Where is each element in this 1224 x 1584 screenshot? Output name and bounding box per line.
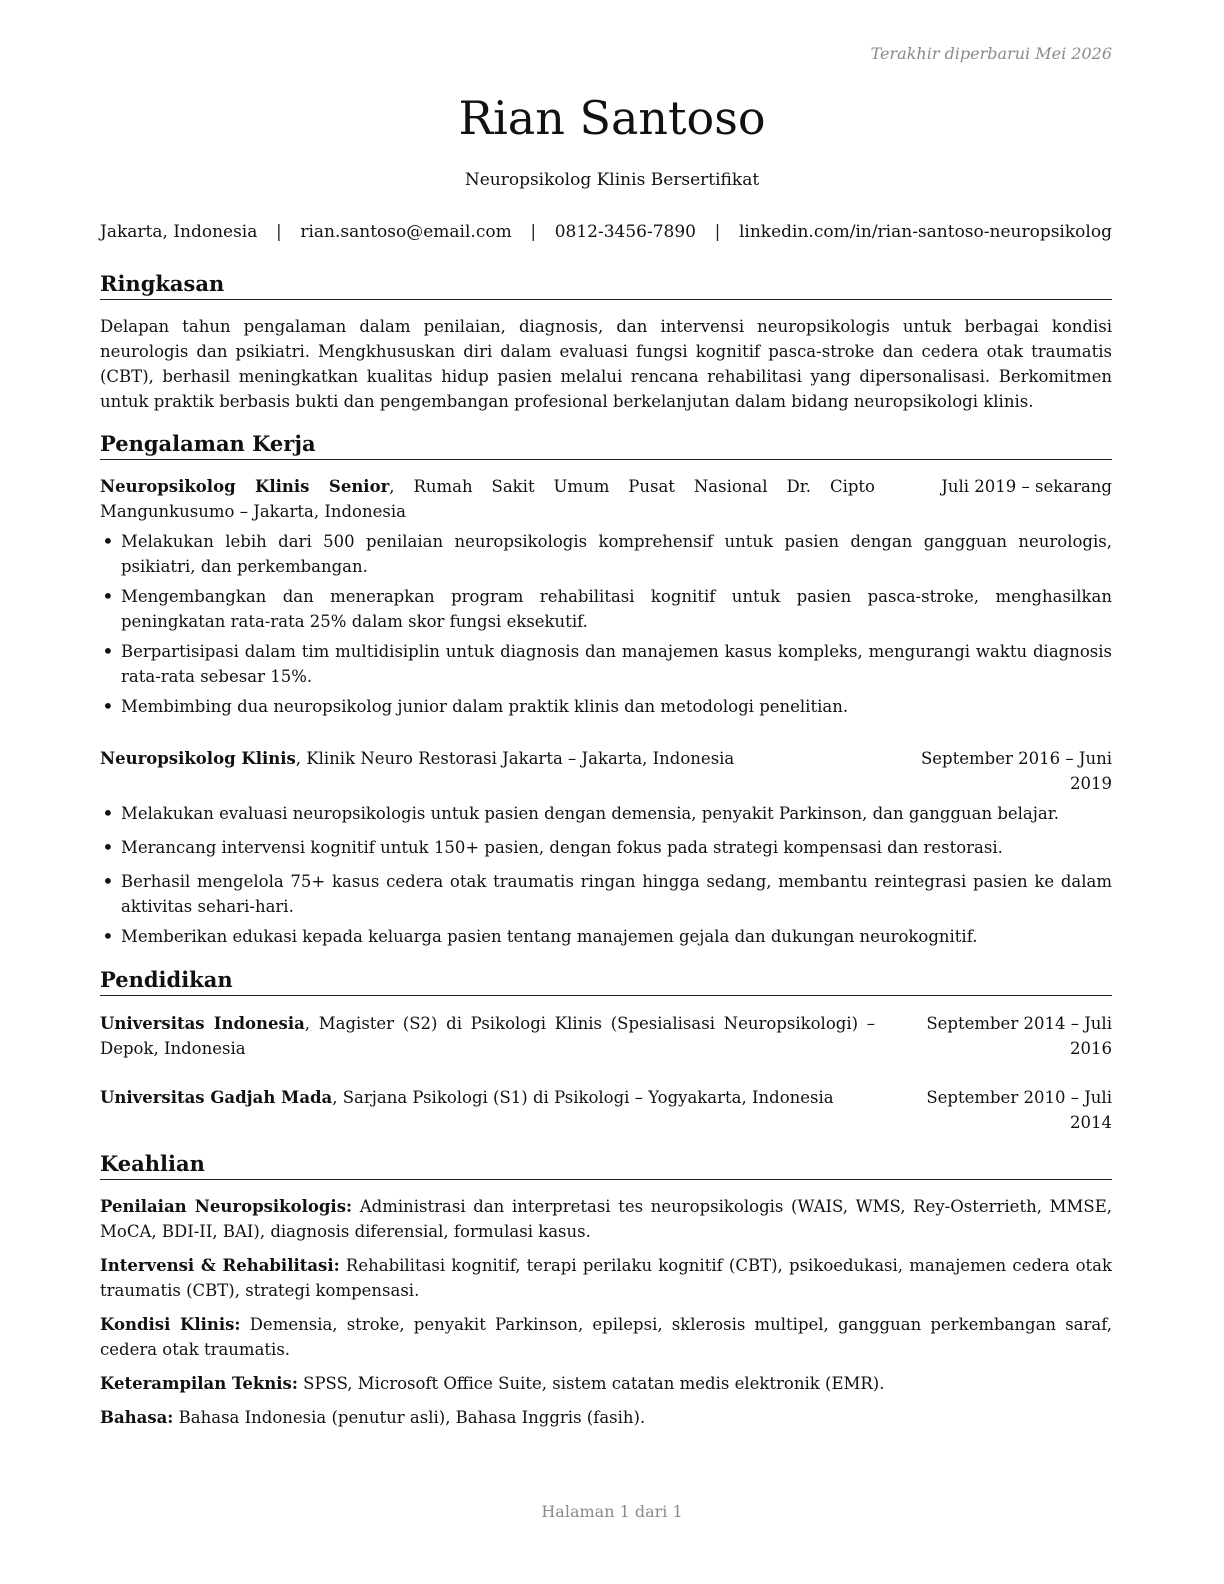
contact-line xyxy=(100,220,1112,244)
experience-header xyxy=(100,474,1112,524)
experience-header xyxy=(100,746,1112,796)
page-footer: Halaman 1 dari 1 xyxy=(541,1502,683,1521)
education-title xyxy=(100,1011,875,1061)
skill-item xyxy=(100,1194,1112,1244)
experience-org: , Klinik Neuro Restorasi Jakarta – Jakarta, Indonesia xyxy=(295,749,735,768)
experience-role: Neuropsikolog Klinis xyxy=(100,749,296,768)
section-title-skills: Keahlian xyxy=(100,1150,1112,1180)
experience-role: Neuropsikolog Klinis Senior xyxy=(100,477,390,496)
list-item: • Berpartisipasi dalam tim multidisiplin untuk diagnosis dan manajemen kasus kompleks, mengurangi waktu diagnosis rata-rata sebesar 15%. xyxy=(100,639,1112,689)
skill-text: SPSS, Microsoft Office Suite, sistem catatan medis elektronik (EMR). xyxy=(297,1374,885,1393)
education-dates: September 2010 – Juli 2014 xyxy=(926,1088,1112,1132)
list-item: • Merancang intervensi kognitif untuk 150+ pasien, dengan fokus pada strategi kompensasi dan restorasi. xyxy=(100,835,1112,860)
resume-subtitle: Neuropsikolog Klinis Bersertifikat xyxy=(464,170,760,190)
section-title-summary: Ringkasan xyxy=(100,270,1112,300)
education-dates: September 2014 – Juli 2016 xyxy=(926,1014,1112,1058)
skill-item xyxy=(100,1253,1112,1303)
experience-title xyxy=(100,474,875,524)
resume-name: Rian Santoso xyxy=(458,91,766,145)
education-title xyxy=(100,1085,860,1110)
education-school: Universitas Gadjah Mada xyxy=(100,1088,333,1107)
experience-bullets xyxy=(100,801,1112,949)
education-school: Universitas Indonesia xyxy=(100,1014,305,1033)
skill-text: Bahasa Indonesia (penutur asli), Bahasa Inggris (fasih). xyxy=(173,1408,646,1427)
experience-title xyxy=(100,746,860,771)
list-item: • Mengembangkan dan menerapkan program rehabilitasi kognitif untuk pasien pasca-stroke, menghasilkan peningkatan rata-rata 25% dalam skor fungsi eksekutif. xyxy=(100,584,1112,634)
experience-dates: Juli 2019 – sekarang xyxy=(941,477,1112,496)
experience-bullets xyxy=(100,529,1112,719)
skill-item xyxy=(100,1312,1112,1362)
skill-text: Rehabilitasi kognitif, terapi perilaku kognitif (CBT), psikoedukasi, manajemen cedera otak traumatis (CBT), strategi kompensasi. xyxy=(100,1256,1112,1300)
contact-linkedin[interactable]: linkedin.com/in/rian-santoso-neuropsikolog xyxy=(738,222,1112,242)
summary-text: Delapan tahun pengalaman dalam penilaian, diagnosis, dan intervensi neuropsikologis untuk berbagai kondisi neurologis dan psikiatri. Mengkhususkan diri dalam evaluasi fungsi kognitif pasca-stroke dan cedera otak traumatis (CBT), berhasil meningkatkan kualitas hidup pasien melalui rencana rehabilitasi yang dipersonalisasi. Berkomitmen untuk praktik berbasis bukti dan pengembangan profesional berkelanjutan dalam bidang neuropsikologi klinis. xyxy=(100,317,1112,411)
education-entry xyxy=(100,1011,1112,1061)
experience-org: , Rumah Sakit Umum Pusat Nasional Dr. Cipto Mangunkusumo – Jakarta, Indonesia xyxy=(100,477,875,521)
skill-label: Keterampilan Teknis: xyxy=(100,1374,298,1393)
contact-separator: | xyxy=(530,222,537,242)
list-item: • Melakukan lebih dari 500 penilaian neuropsikologis komprehensif untuk pasien dengan gangguan neurologis, psikiatri, dan perkembangan. xyxy=(100,529,1112,579)
contact-location: Jakarta, Indonesia xyxy=(100,222,258,242)
education-entry xyxy=(100,1085,1112,1135)
experience-entry xyxy=(100,474,1112,719)
contact-email[interactable]: rian.santoso@email.com xyxy=(300,222,512,242)
contact-separator: | xyxy=(276,222,282,242)
list-item: • Berhasil mengelola 75+ kasus cedera otak traumatis ringan hingga sedang, membantu reintegrasi pasien ke dalam aktivitas sehari-hari. xyxy=(100,869,1112,919)
skills-list xyxy=(100,1194,1112,1430)
education-header xyxy=(100,1085,1112,1135)
skill-label: Bahasa: xyxy=(100,1408,174,1427)
skill-text: Administrasi dan interpretasi tes neuropsikologis (WAIS, WMS, Rey-Osterrieth, MMSE, MoCA, BDI-II, BAI), diagnosis diferensial, formulasi kasus. xyxy=(100,1197,1112,1241)
skill-label: Penilaian Neuropsikologis: xyxy=(100,1197,353,1216)
education-header xyxy=(100,1011,1112,1061)
contact-separator: | xyxy=(714,222,721,242)
section-title-experience: Pengalaman Kerja xyxy=(100,430,1112,460)
skill-item xyxy=(100,1371,1112,1396)
experience-entry xyxy=(100,746,1112,949)
list-item: • Memberikan edukasi kepada keluarga pasien tentang manajemen gejala dan dukungan neurokognitif. xyxy=(100,924,1112,949)
education-detail: , Sarjana Psikologi (S1) di Psikologi – Yogyakarta, Indonesia xyxy=(332,1088,834,1107)
skill-item xyxy=(100,1405,1112,1430)
skill-label: Kondisi Klinis: xyxy=(100,1315,241,1334)
last-updated-note: Terakhir diperbarui Mei 2026 xyxy=(870,44,1112,63)
section-title-education: Pendidikan xyxy=(100,966,1112,996)
list-item: • Membimbing dua neuropsikolog junior dalam praktik klinis dan metodologi penelitian. xyxy=(100,694,1112,719)
skill-label: Intervensi & Rehabilitasi: xyxy=(100,1256,340,1275)
education-detail: , Magister (S2) di Psikologi Klinis (Spesialisasi Neuropsikologi) – Depok, Indonesia xyxy=(100,1014,875,1058)
skill-text: Demensia, stroke, penyakit Parkinson, epilepsi, sklerosis multipel, gangguan perkembangan saraf, cedera otak traumatis. xyxy=(100,1315,1112,1359)
list-item: • Melakukan evaluasi neuropsikologis untuk pasien dengan demensia, penyakit Parkinson, dan gangguan belajar. xyxy=(100,801,1112,826)
experience-dates: September 2016 – Juni 2019 xyxy=(920,749,1112,793)
contact-phone: 0812-3456-7890 xyxy=(554,222,696,242)
